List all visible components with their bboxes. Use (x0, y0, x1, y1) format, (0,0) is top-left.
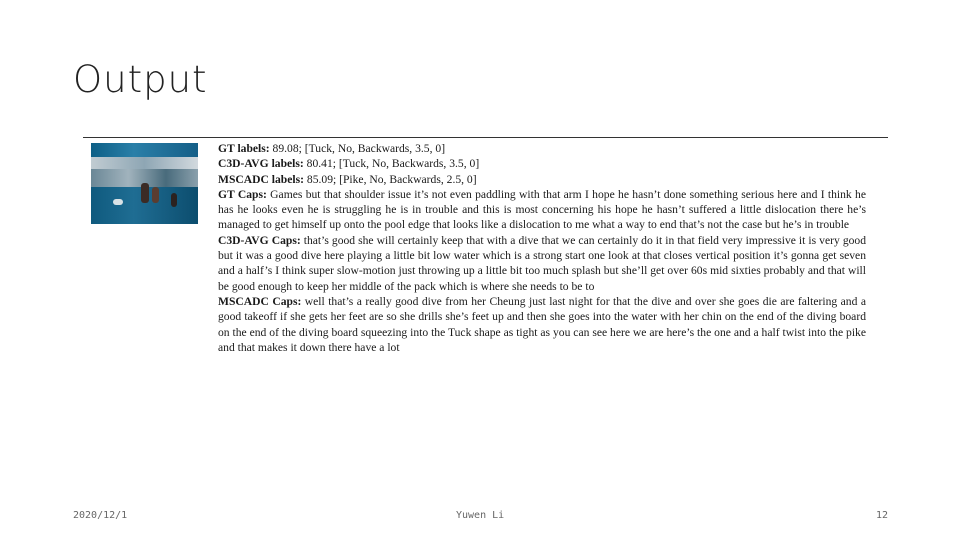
gt-caps-paragraph (218, 187, 866, 233)
c3d-avg-caps-paragraph (218, 233, 866, 294)
table-top-rule (83, 137, 888, 138)
results-caption-block (218, 141, 866, 355)
thumbnail-person-figure (152, 187, 159, 203)
mscadc-labels-label: MSCADC labels: (218, 172, 304, 186)
thumbnail-person-figure (171, 193, 177, 207)
thumbnail-wall-band (91, 157, 198, 169)
mscadc-caps-paragraph (218, 294, 866, 355)
c3d-avg-labels-line (218, 156, 866, 171)
mscadc-caps-label: MSCADC Caps: (218, 294, 302, 308)
gt-labels-label: GT labels: (218, 142, 270, 155)
mscadc-caps-text: well that’s a really good dive from her Cheung just last night for that the dive and over she goes die are faltering and a good takeoff if she gets her feet are so she drills she’s feet up and then she goes into the water with her chin on the end of the diving board on the end of the diving board squeezing into the Tuck shape as tight as you can see here we are here’s the one and a half twist into the pike and that makes it down there have a lot (218, 294, 866, 354)
mscadc-labels-value: 85.09; [Pike, No, Backwards, 2.5, 0] (304, 172, 477, 186)
gt-labels-value: 89.08; [Tuck, No, Backwards, 3.5, 0] (269, 142, 446, 155)
gt-labels-line (218, 141, 866, 156)
footer-page-number: 12 (876, 510, 889, 521)
slide-title: Output (73, 58, 208, 101)
c3d-avg-caps-label: C3D-AVG Caps: (218, 233, 301, 247)
c3d-avg-labels-label: C3D-AVG labels: (218, 157, 304, 171)
mscadc-labels-line (218, 172, 866, 187)
diving-video-thumbnail (91, 143, 198, 224)
thumbnail-water-band (91, 143, 198, 157)
gt-caps-label: GT Caps: (218, 187, 267, 201)
c3d-avg-labels-value: 80.41; [Tuck, No, Backwards, 3.5, 0] (303, 157, 480, 171)
thumbnail-splash (113, 199, 123, 205)
c3d-avg-caps-text: that’s good she will certainly keep that with a dive that we can certainly do it in that field very impressive it is very good but it was a good dive here playing a little bit low water which is a strong start one look at that closes vertical position it’s gonna get seven and a half’s I think super slow-motion just throwing up a little bit too much splash but she’ll get over 60s mid sixties probably and that will be good enough to keep her middle of the pack which is where she needs to be to (218, 233, 867, 293)
thumbnail-person-figure (141, 183, 149, 203)
footer-author: Yuwen Li (456, 510, 505, 521)
footer-date: 2020/12/1 (73, 510, 128, 521)
gt-caps-text: Games but that shoulder issue it’s not even paddling with that arm I hope he hasn’t done something serious here and I think he has he looks even he is struggling he is in trouble and this is most concerning his hope he hasn’t suffered a little dislocation there he’s managed to get himself up onto the pool edge that looks like a dislocation to me what a way to end that’s not the case but he’s in trouble (218, 187, 866, 232)
